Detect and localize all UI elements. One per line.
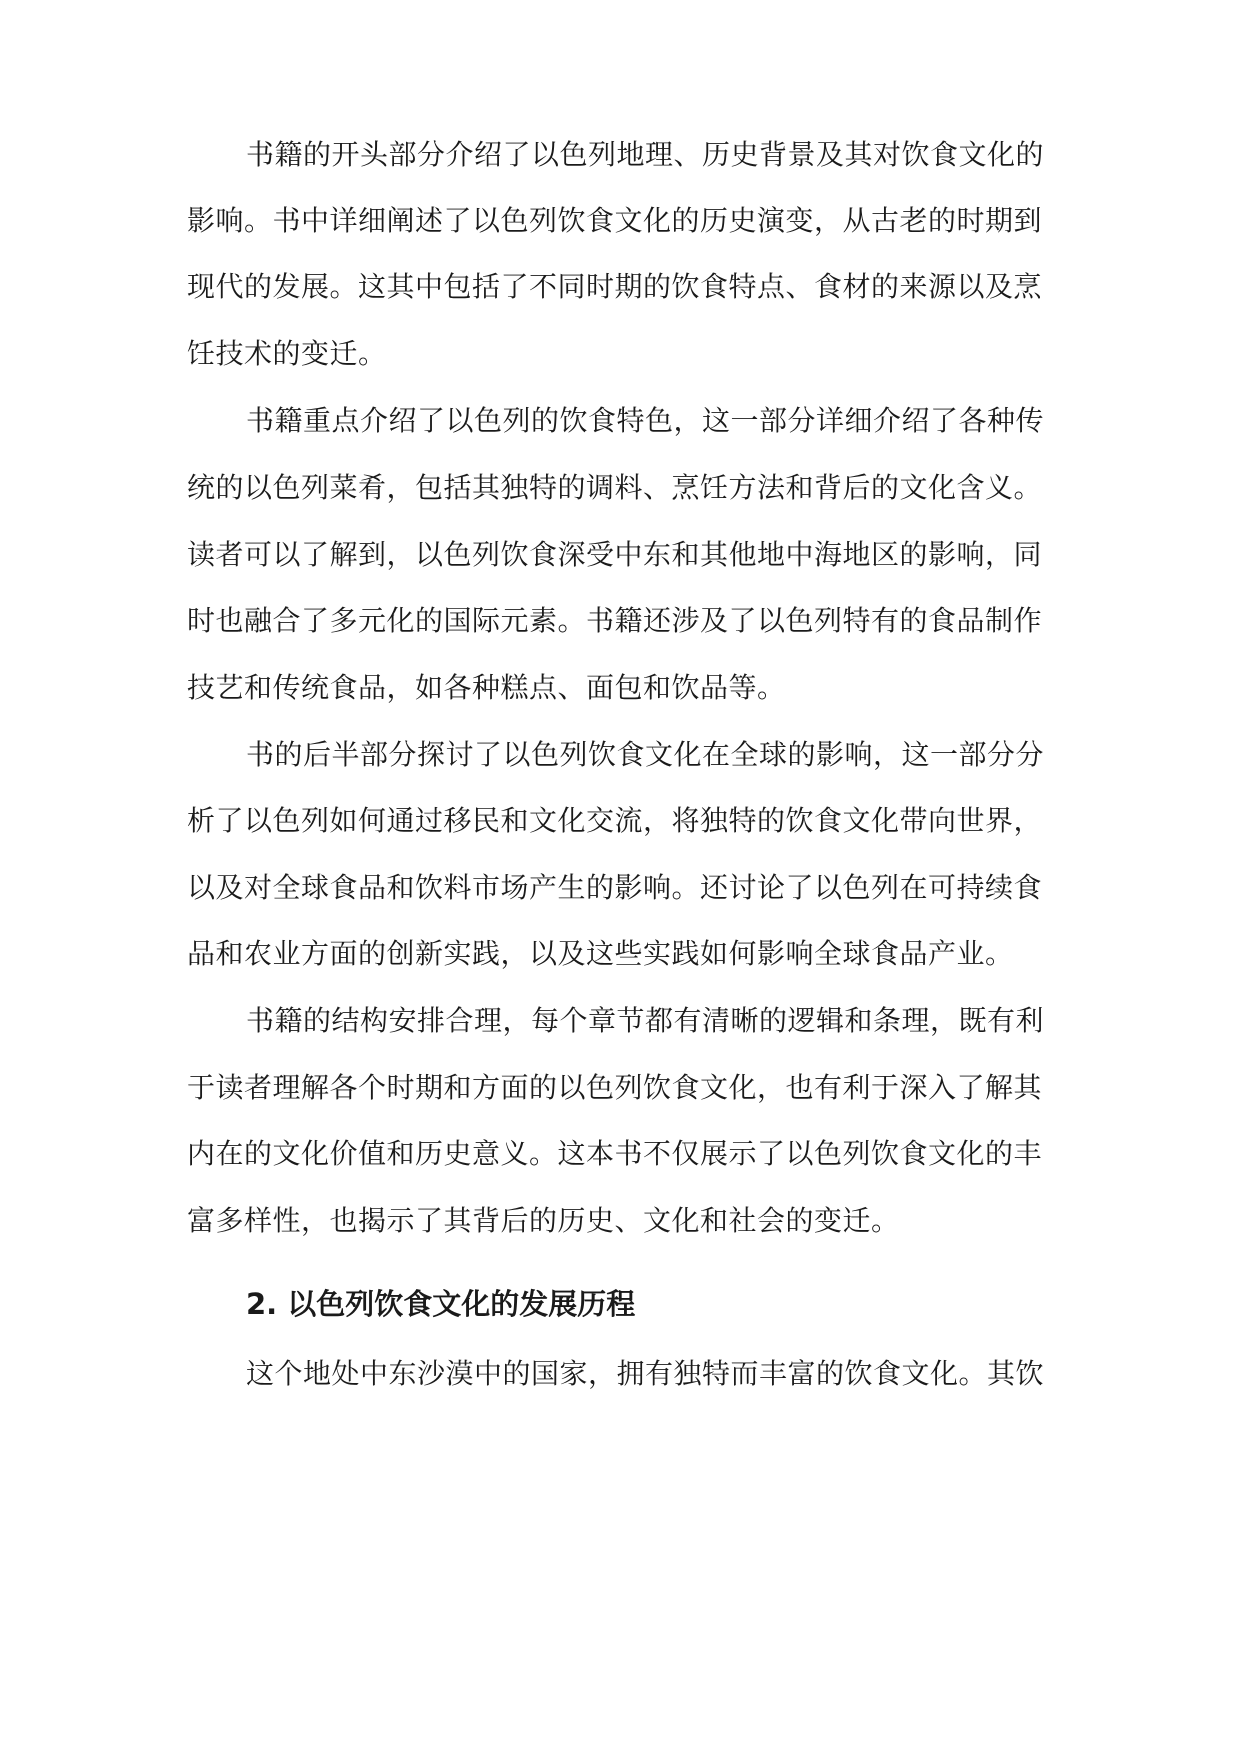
paragraph-line: 影响。书中详细阐述了以色列饮食文化的历史演变，从古老的时期到: [187, 204, 1043, 237]
paragraph-line: 读者可以了解到，以色列饮食深受中东和其他地中海地区的影响，同: [187, 538, 1043, 571]
paragraph-line: 技艺和传统食品，如各种糕点、面包和饮品等。: [187, 671, 786, 704]
paragraph-line: 品和农业方面的创新实践，以及这些实践如何影响全球食品产业。: [187, 937, 1014, 970]
paragraph-line: 现代的发展。这其中包括了不同时期的饮食特点、食材的来源以及烹: [187, 270, 1043, 303]
section-heading: 2. 以色列饮食文化的发展历程: [246, 1287, 636, 1321]
paragraph-line: 以及对全球食品和饮料市场产生的影响。还讨论了以色列在可持续食: [187, 871, 1043, 904]
paragraph-line: 统的以色列菜肴，包括其独特的调料、烹饪方法和背后的文化含义。: [187, 471, 1043, 504]
paragraph-line: 书籍的开头部分介绍了以色列地理、历史背景及其对饮食文化的: [246, 138, 1045, 171]
paragraph-line: 书的后半部分探讨了以色列饮食文化在全球的影响，这一部分分: [246, 738, 1045, 771]
paragraph-line: 这个地处中东沙漠中的国家，拥有独特而丰富的饮食文化。其饮: [246, 1357, 1045, 1390]
paragraph-line: 内在的文化价值和历史意义。这本书不仅展示了以色列饮食文化的丰: [187, 1137, 1043, 1170]
paragraph-line: 时也融合了多元化的国际元素。书籍还涉及了以色列特有的食品制作: [187, 604, 1043, 637]
paragraph-line: 饪技术的变迁。: [187, 337, 387, 370]
paragraph-line: 于读者理解各个时期和方面的以色列饮食文化，也有利于深入了解其: [187, 1071, 1043, 1104]
paragraph-line: 富多样性，也揭示了其背后的历史、文化和社会的变迁。: [187, 1204, 900, 1237]
paragraph-line: 析了以色列如何通过移民和文化交流，将独特的饮食文化带向世界，: [187, 804, 1043, 837]
paragraph-line: 书籍重点介绍了以色列的饮食特色，这一部分详细介绍了各种传: [246, 404, 1045, 437]
paragraph-line: 书籍的结构安排合理，每个章节都有清晰的逻辑和条理，既有利: [246, 1004, 1045, 1037]
